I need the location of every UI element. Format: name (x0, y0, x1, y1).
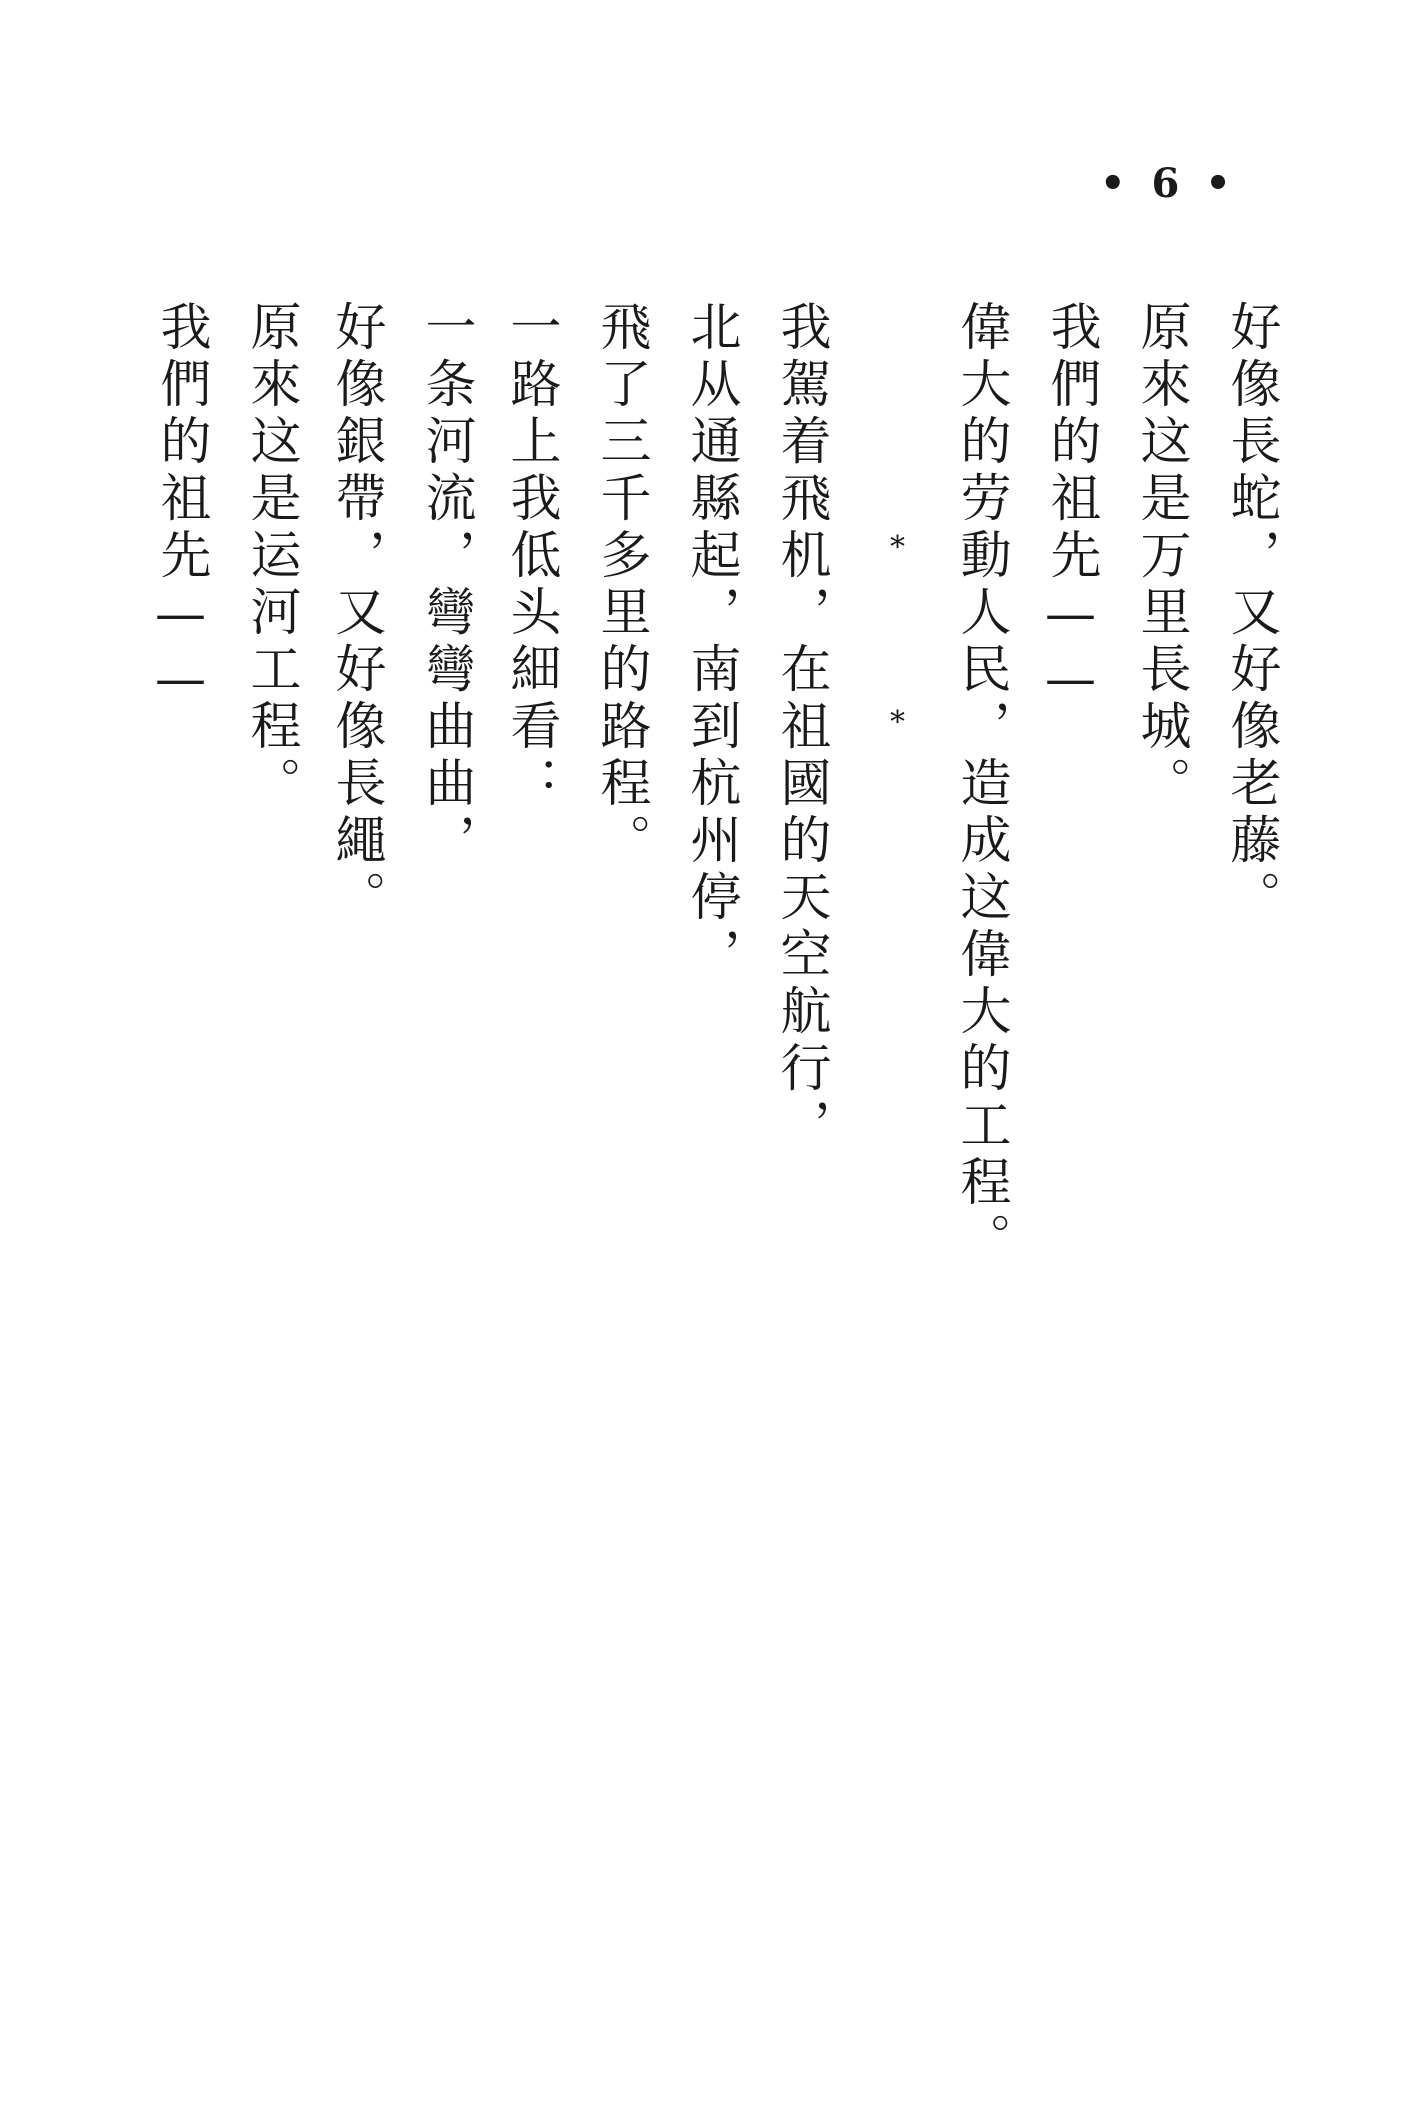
poem-line-5: 我駕着飛机，在祖國的天空航行， (771, 300, 830, 1155)
poem-line-11: 原來这是运河工程。 (241, 300, 300, 813)
poem-line-4: 偉大的劳動人民，造成这偉大的工程。 (951, 300, 1010, 1269)
poem-line-6: 北从通縣起，南到杭州停， (681, 300, 740, 984)
poem-line-12: 我們的祖先—— (151, 300, 210, 715)
poem-line-7: 飛了三千多里的路程。 (591, 300, 650, 870)
poem-line-2: 原來这是万里長城。 (1131, 300, 1190, 813)
poem-line-9: 一条河流，彎彎曲曲， (416, 300, 475, 870)
page-number: • 6 • (1100, 160, 1237, 207)
poem-line-3: 我們的祖先—— (1041, 300, 1100, 715)
section-divider: ** (880, 530, 915, 880)
poem-line-1: 好像長蛇，又好像老藤。 (1221, 300, 1280, 927)
poem-line-10: 好像銀帶，又好像長繩。 (326, 300, 385, 927)
poem-body (150, 300, 1280, 1400)
poem-line-8: 一路上我低头細看： (501, 300, 560, 813)
